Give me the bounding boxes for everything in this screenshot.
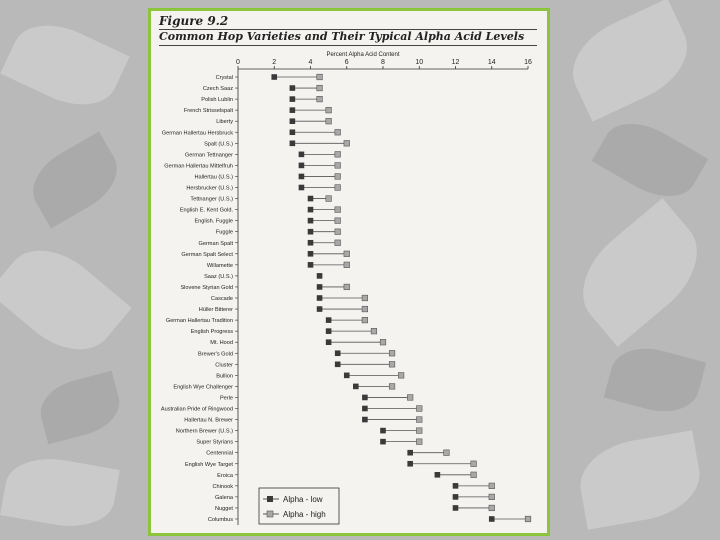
alpha-high-marker	[380, 339, 386, 345]
alpha-low-marker	[453, 483, 459, 489]
hop-row	[191, 328, 377, 335]
alpha-low-marker	[362, 395, 368, 401]
alpha-high-marker	[471, 461, 477, 467]
hop-variety-label: Hersbrucker (U.S.)	[186, 185, 233, 192]
hop-variety-label: Eroica	[217, 472, 233, 479]
hop-variety-label: Australian Pride of Ringwood	[160, 406, 233, 413]
hop-row	[212, 483, 494, 490]
alpha-high-marker	[335, 185, 341, 191]
hop-row	[201, 96, 322, 103]
alpha-low-marker	[335, 362, 341, 368]
hop-variety-label: Fuggle	[215, 229, 233, 236]
hop-row	[204, 273, 322, 280]
hop-row	[164, 163, 340, 170]
alpha-high-marker	[335, 229, 341, 235]
hop-row	[211, 295, 368, 302]
alpha-acid-chart	[151, 11, 547, 533]
x-tick-label: 6	[344, 59, 349, 66]
hop-variety-label: Crystal	[215, 75, 233, 81]
alpha-high-marker	[471, 472, 477, 478]
hop-variety-label: Mt. Hood	[210, 340, 233, 347]
hop-variety-label: English E. Kent Gold.	[179, 207, 233, 214]
hop-variety-label: English Wye Target	[184, 461, 233, 468]
alpha-high-marker	[389, 384, 395, 390]
hop-variety-label: Spalt (U.S.)	[204, 141, 233, 148]
alpha-low-marker	[317, 284, 323, 290]
x-tick-label: 2	[272, 59, 277, 66]
legend-high-label: Alpha - high	[283, 510, 326, 519]
hop-variety-label: English. Fuggle	[194, 218, 233, 225]
alpha-low-marker	[299, 174, 305, 180]
alpha-low-marker	[326, 328, 332, 334]
alpha-high-marker	[389, 350, 395, 356]
hop-row	[180, 207, 341, 214]
alpha-low-marker	[308, 218, 314, 224]
alpha-high-marker	[344, 262, 350, 268]
legend-low-marker	[267, 496, 273, 502]
x-tick-label: 0	[236, 59, 240, 66]
hop-variety-label: Galena	[214, 494, 233, 501]
alpha-low-marker	[380, 428, 386, 434]
alpha-high-marker	[416, 428, 422, 434]
hop-variety-label: Polish Lublin	[201, 97, 233, 104]
alpha-low-marker	[453, 494, 459, 500]
hop-row	[184, 417, 422, 424]
hop-row	[216, 229, 341, 236]
alpha-high-marker	[489, 494, 495, 500]
alpha-high-marker	[317, 74, 323, 80]
alpha-high-marker	[362, 306, 368, 312]
hop-variety-label: German Tettnanger	[184, 152, 233, 159]
hop-variety-label: Czech Saaz	[202, 86, 233, 93]
legend	[259, 488, 339, 524]
alpha-low-marker	[326, 317, 332, 323]
hop-variety-label: German Hallertau Hersbruck	[161, 130, 233, 137]
alpha-high-marker	[489, 505, 495, 511]
alpha-low-marker	[290, 96, 296, 102]
alpha-high-marker	[335, 240, 341, 246]
hop-row	[173, 384, 395, 391]
alpha-high-marker	[335, 207, 341, 213]
alpha-high-marker	[326, 196, 332, 202]
hop-variety-label: English Progress	[190, 329, 233, 336]
hop-variety-label: Cluster	[215, 362, 233, 369]
hop-row	[215, 494, 495, 501]
alpha-high-marker	[326, 118, 332, 124]
figure-card	[148, 8, 550, 536]
hop-row	[216, 373, 404, 380]
hop-row	[162, 129, 341, 136]
hop-row	[196, 439, 422, 446]
alpha-low-marker	[362, 406, 368, 412]
alpha-high-marker	[335, 152, 341, 158]
alpha-high-marker	[444, 450, 450, 456]
alpha-high-marker	[326, 107, 332, 113]
hop-variety-label: Super Styrians	[196, 439, 233, 446]
alpha-low-marker	[489, 516, 495, 522]
hop-variety-label: Hallertau (U.S.)	[194, 174, 233, 181]
figure-title: Common Hop Varieties and Their Typical Alpha Acid Levels	[159, 30, 525, 43]
hop-row	[215, 362, 395, 369]
hop-variety-label: Willamette	[206, 262, 233, 269]
hop-variety-label: German Hallertau Tradition	[165, 318, 233, 325]
hop-variety-label: Hallertau N. Brewer	[184, 417, 233, 424]
hop-variety-label: French Strisselspalt	[183, 108, 233, 115]
hop-variety-label: Chinook	[212, 483, 233, 490]
hop-row	[181, 251, 349, 258]
alpha-high-marker	[371, 328, 377, 334]
hop-row	[199, 306, 368, 313]
alpha-low-marker	[407, 461, 413, 467]
hop-row	[184, 107, 332, 114]
alpha-low-marker	[290, 141, 296, 147]
alpha-low-marker	[362, 417, 368, 423]
alpha-low-marker	[299, 185, 305, 191]
hop-variety-label: German Spalt Select	[181, 251, 233, 258]
alpha-high-marker	[317, 85, 323, 91]
alpha-high-marker	[344, 141, 350, 147]
hop-row	[166, 317, 368, 324]
alpha-low-marker	[308, 196, 314, 202]
hop-variety-label: Saaz (U.S.)	[204, 273, 233, 280]
alpha-high-marker	[416, 406, 422, 412]
hop-variety-label: German Spalt	[198, 240, 233, 247]
x-tick-label: 14	[487, 59, 496, 66]
alpha-high-marker	[335, 129, 341, 135]
hop-row	[185, 461, 476, 468]
hop-row	[215, 505, 495, 512]
hop-row	[217, 472, 476, 479]
hop-row	[190, 196, 331, 203]
alpha-low-marker	[380, 439, 386, 445]
hop-row	[176, 428, 422, 435]
hop-row	[210, 339, 386, 346]
alpha-low-marker	[308, 207, 314, 213]
alpha-low-marker	[435, 472, 441, 478]
alpha-high-marker	[362, 295, 368, 301]
alpha-high-marker	[416, 417, 422, 423]
figure-label: Figure 9.2	[159, 14, 229, 28]
hop-variety-label: Nugget	[214, 505, 233, 512]
alpha-low-marker	[407, 450, 413, 456]
hop-row	[194, 174, 340, 181]
hop-row	[207, 262, 350, 269]
hop-variety-label: Perle	[219, 395, 233, 402]
hop-variety-label: Columbus	[207, 517, 233, 523]
x-tick-label: 4	[308, 59, 313, 66]
hop-variety-label: Liberty	[216, 119, 233, 126]
alpha-high-marker	[335, 218, 341, 224]
alpha-low-marker	[326, 339, 332, 345]
alpha-high-marker	[344, 251, 350, 257]
alpha-low-marker	[353, 384, 359, 390]
hop-row	[208, 516, 531, 523]
alpha-low-marker	[317, 273, 323, 279]
x-axis-title: Percent Alpha Acid Content	[326, 52, 400, 58]
hop-row	[161, 406, 422, 413]
alpha-low-marker	[308, 251, 314, 257]
alpha-low-marker	[271, 74, 277, 80]
alpha-high-marker	[489, 483, 495, 489]
alpha-low-marker	[317, 295, 323, 301]
hop-row	[180, 284, 349, 291]
legend-high-marker	[267, 511, 273, 517]
alpha-low-marker	[344, 373, 350, 379]
hop-variety-label: Slovene Styrian Gold	[180, 284, 233, 291]
hop-row	[216, 118, 331, 125]
alpha-low-marker	[308, 240, 314, 246]
x-tick-label: 12	[451, 59, 460, 66]
x-tick-label: 16	[524, 59, 532, 66]
alpha-high-marker	[407, 395, 413, 401]
alpha-high-marker	[335, 174, 341, 180]
legend-low-label: Alpha - low	[283, 495, 323, 504]
hop-row	[186, 185, 340, 192]
alpha-high-marker	[362, 317, 368, 323]
hop-row	[203, 85, 323, 92]
hop-row	[206, 450, 449, 457]
alpha-high-marker	[317, 96, 323, 102]
hop-variety-label: Cascade	[210, 296, 233, 302]
alpha-low-marker	[335, 350, 341, 356]
hop-row	[220, 395, 413, 402]
alpha-low-marker	[290, 85, 296, 91]
hop-variety-label: English Wye Challenger	[173, 384, 233, 391]
alpha-high-marker	[344, 284, 350, 290]
alpha-low-marker	[453, 505, 459, 511]
alpha-low-marker	[308, 262, 314, 268]
alpha-low-marker	[290, 107, 296, 113]
alpha-high-marker	[525, 516, 531, 522]
hop-row	[216, 74, 323, 81]
hop-variety-label: German Hallertau Mittelfruh	[164, 163, 233, 170]
hop-row	[194, 218, 340, 225]
hop-variety-label: Hüller Bitterer	[198, 307, 233, 314]
hop-row	[204, 141, 349, 148]
alpha-high-marker	[335, 163, 341, 169]
hop-variety-label: Bullion	[216, 373, 233, 380]
hop-row	[198, 240, 340, 247]
alpha-high-marker	[398, 373, 404, 379]
alpha-high-marker	[416, 439, 422, 445]
hop-variety-label: Centennial	[206, 450, 233, 457]
alpha-low-marker	[317, 306, 323, 312]
hop-variety-label: Northern Brewer (U.S.)	[175, 428, 233, 435]
hop-row	[198, 350, 395, 357]
hop-variety-label: Tettnanger (U.S.)	[190, 196, 233, 203]
x-tick-label: 10	[415, 59, 424, 66]
alpha-high-marker	[389, 362, 395, 368]
hop-variety-label: Brewer's Gold	[198, 351, 233, 358]
alpha-low-marker	[290, 118, 296, 124]
alpha-low-marker	[299, 163, 305, 169]
x-tick-label: 8	[381, 59, 385, 66]
alpha-low-marker	[290, 129, 296, 135]
alpha-low-marker	[308, 229, 314, 235]
hop-row	[185, 152, 341, 159]
alpha-low-marker	[299, 152, 305, 158]
